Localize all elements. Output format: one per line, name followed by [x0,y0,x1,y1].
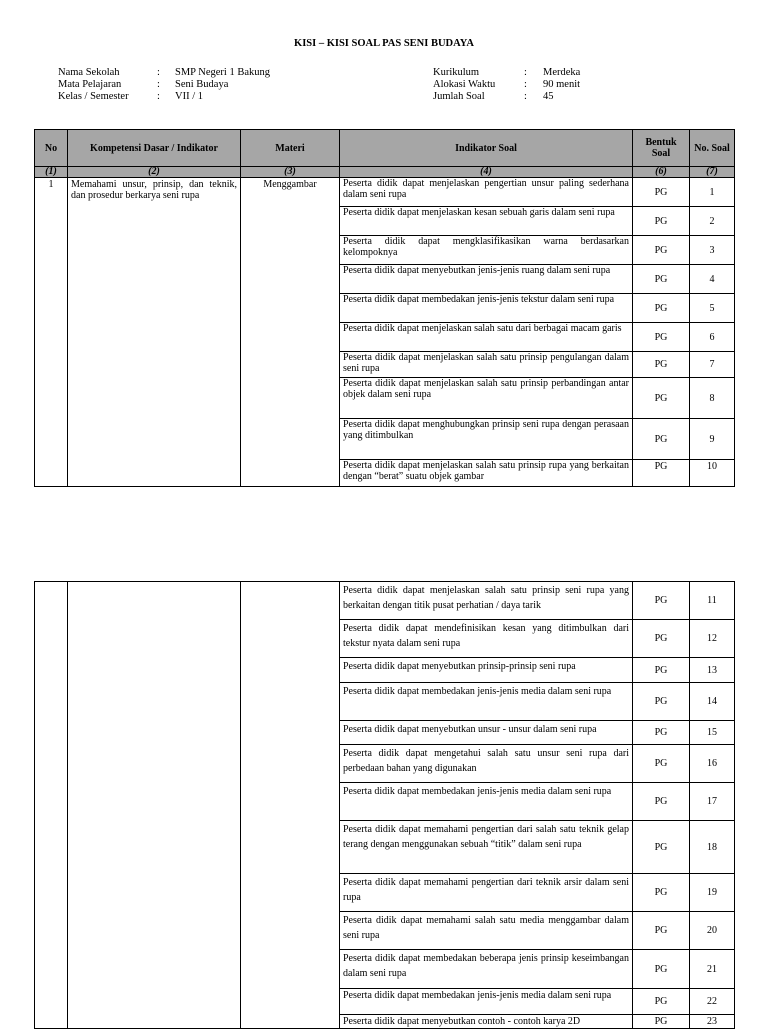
no-soal-cell: 22 [690,989,735,1015]
header-number: (3) [241,167,340,178]
meta-separator: : [524,79,527,90]
bentuk-soal-cell: PG [633,912,690,950]
meta-value: VII / 1 [175,91,203,102]
bentuk-soal-cell: PG [633,783,690,821]
no-soal-cell: 14 [690,683,735,721]
meta-label: Nama Sekolah [58,67,120,78]
no-soal-cell: 17 [690,783,735,821]
meta-row [433,79,580,91]
bentuk-soal-cell: PG [633,178,690,207]
bentuk-soal-cell: PG [633,207,690,236]
no-soal-cell: 18 [690,821,735,874]
indikator-cell: Peserta didik dapat menyebutkan contoh - contoh karya 2D [340,1015,633,1029]
meta-row [58,91,270,103]
no-soal-cell: 10 [690,460,735,487]
bentuk-soal-cell: PG [633,352,690,378]
meta-separator: : [157,79,160,90]
materi-cell: Menggambar [241,178,340,487]
indikator-cell: Peserta didik dapat membedakan jenis-jenis media dalam seni rupa [340,989,633,1015]
no-soal-cell: 15 [690,721,735,745]
bentuk-soal-cell: PG [633,989,690,1015]
no-soal-cell: 11 [690,582,735,620]
header-bentuk-soal: Bentuk Soal [633,130,690,167]
header-no: No [35,130,68,167]
indikator-cell: Peserta didik dapat menjelaskan salah satu prinsip rupa yang berkaitan dengan “berat” suatu objek gambar [340,460,633,487]
no-soal-cell: 12 [690,620,735,658]
indikator-cell: Peserta didik dapat mengetahui salah satu unsur seni rupa dari perbedaan bahan yang digunakan [340,745,633,783]
meta-separator: : [524,91,527,102]
meta-row [58,79,270,91]
bentuk-soal-cell: PG [633,265,690,294]
bentuk-soal-cell: PG [633,745,690,783]
header-number: (6) [633,167,690,178]
indikator-cell: Peserta didik dapat mendefinisikan kesan yang ditimbulkan dari tekstur nyata dalam seni rupa [340,620,633,658]
bentuk-soal-cell: PG [633,950,690,989]
header-number: (7) [690,167,735,178]
no-soal-cell: 9 [690,419,735,460]
header-number: (1) [35,167,68,178]
kisi-table-page1 [34,129,735,487]
group-number: 1 [35,178,68,487]
bentuk-soal-cell: PG [633,721,690,745]
meta-row [433,91,580,103]
indikator-cell: Peserta didik dapat memahami pengertian dari teknik arsir dalam seni rupa [340,874,633,912]
indikator-cell: Peserta didik dapat menghubungkan prinsip seni rupa dengan perasaan yang ditimbulkan [340,419,633,460]
materi-cell-empty [241,582,340,1029]
indikator-cell: Peserta didik dapat menyebutkan prinsip-prinsip seni rupa [340,658,633,683]
no-soal-cell: 13 [690,658,735,683]
kisi-table-page2 [34,581,735,1029]
bentuk-soal-cell: PG [633,874,690,912]
bentuk-soal-cell: PG [633,821,690,874]
kompetensi-dasar-cell: Memahami unsur, prinsip, dan teknik, dan prosedur berkarya seni rupa [68,178,241,487]
meta-separator: : [524,67,527,78]
header-no-soal: No. Soal [690,130,735,167]
meta-left-block [58,67,270,103]
kompetensi-dasar-cell-empty [68,582,241,1029]
indikator-cell: Peserta didik dapat mengklasifikasikan warna berdasarkan kelompoknya [340,236,633,265]
indikator-cell: Peserta didik dapat membedakan jenis-jenis media dalam seni rupa [340,783,633,821]
indikator-cell: Peserta didik dapat menjelaskan kesan sebuah garis dalam seni rupa [340,207,633,236]
bentuk-soal-cell: PG [633,1015,690,1029]
header-indikator-soal: Indikator Soal [340,130,633,167]
no-soal-cell: 6 [690,323,735,352]
bentuk-soal-cell: PG [633,378,690,419]
no-soal-cell: 3 [690,236,735,265]
meta-separator: : [157,91,160,102]
no-soal-cell: 16 [690,745,735,783]
meta-row [58,67,270,79]
meta-label: Alokasi Waktu [433,79,496,90]
indikator-cell: Peserta didik dapat memahami salah satu media menggambar dalam seni rupa [340,912,633,950]
bentuk-soal-cell: PG [633,419,690,460]
indikator-cell: Peserta didik dapat membedakan beberapa jenis prinsip keseimbangan dalam seni rupa [340,950,633,989]
indikator-cell: Peserta didik dapat menyebutkan jenis-jenis ruang dalam seni rupa [340,265,633,294]
bentuk-soal-cell: PG [633,683,690,721]
no-soal-cell: 7 [690,352,735,378]
bentuk-soal-cell: PG [633,236,690,265]
header-materi: Materi [241,130,340,167]
meta-value: Merdeka [543,67,581,78]
no-soal-cell: 23 [690,1015,735,1029]
meta-label: Kelas / Semester [58,91,129,102]
meta-value: 45 [543,91,554,102]
header-kompetensi-dasar: Kompetensi Dasar / Indikator [68,130,241,167]
no-soal-cell: 2 [690,207,735,236]
bentuk-soal-cell: PG [633,323,690,352]
bentuk-soal-cell: PG [633,294,690,323]
meta-row [433,67,580,79]
no-soal-cell: 20 [690,912,735,950]
meta-value: SMP Negeri 1 Bakung [175,67,270,78]
indikator-cell: Peserta didik dapat menjelaskan salah satu prinsip pengulangan dalam seni rupa [340,352,633,378]
group-number-cell-empty [35,582,68,1029]
bentuk-soal-cell: PG [633,460,690,487]
meta-label: Kurikulum [433,67,480,78]
no-soal-cell: 8 [690,378,735,419]
indikator-cell: Peserta didik dapat memahami pengertian dari salah satu teknik gelap terang dengan menggunakan sebuah “titik” dalam seni rupa [340,821,633,874]
no-soal-cell: 4 [690,265,735,294]
bentuk-soal-cell: PG [633,658,690,683]
no-soal-cell: 5 [690,294,735,323]
indikator-cell: Peserta didik dapat menjelaskan salah satu prinsip perbandingan antar objek dalam seni rupa [340,378,633,419]
indikator-cell: Peserta didik dapat menjelaskan salah satu dari berbagai macam garis [340,323,633,352]
indikator-cell: Peserta didik dapat menjelaskan pengertian unsur paling sederhana dalam seni rupa [340,178,633,207]
no-soal-cell: 1 [690,178,735,207]
header-number: (4) [340,167,633,178]
meta-label: Jumlah Soal [433,91,485,102]
indikator-cell: Peserta didik dapat membedakan jenis-jenis tekstur dalam seni rupa [340,294,633,323]
meta-right-block [433,67,580,103]
no-soal-cell: 21 [690,950,735,989]
bentuk-soal-cell: PG [633,582,690,620]
bentuk-soal-cell: PG [633,620,690,658]
indikator-cell: Peserta didik dapat menjelaskan salah satu prinsip seni rupa yang berkaitan dengan titik pusat perhatian / daya tarik [340,582,633,620]
meta-value: Seni Budaya [175,79,229,90]
document-title: KISI – KISI SOAL PAS SENI BUDAYA [294,38,474,49]
meta-label: Mata Pelajaran [58,79,122,90]
meta-value: 90 menit [543,79,581,90]
header-number: (2) [68,167,241,178]
no-soal-cell: 19 [690,874,735,912]
indikator-cell: Peserta didik dapat menyebutkan unsur - unsur dalam seni rupa [340,721,633,745]
indikator-cell: Peserta didik dapat membedakan jenis-jenis media dalam seni rupa [340,683,633,721]
meta-separator: : [157,67,160,78]
